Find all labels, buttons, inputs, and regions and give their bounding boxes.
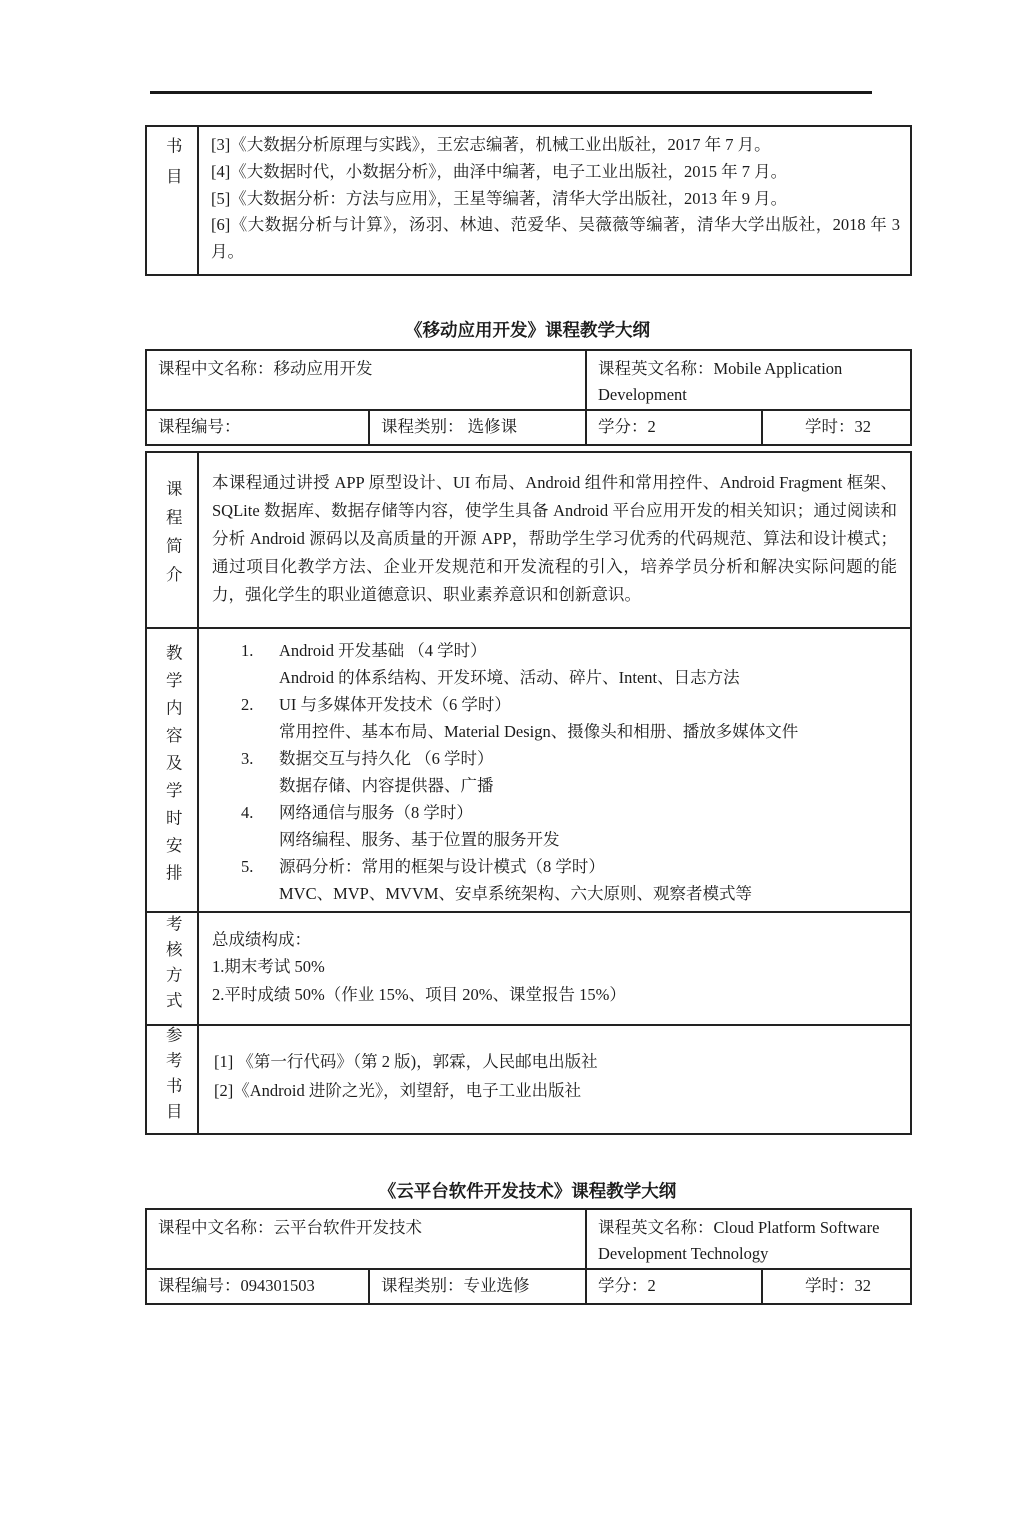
- course-name-cn-cell: 课程中文名称：云平台软件开发技术: [146, 1209, 586, 1269]
- item-title: UI 与多媒体开发技术（6 学时）: [279, 694, 511, 714]
- book-entry: [5]《大数据分析：方法与应用》，王星等编著，清华大学出版社，2013 年 9 月。: [211, 188, 788, 208]
- assessment-line: 2.平时成绩 50%（作业 15%、项目 20%、课堂报告 15%）: [212, 984, 626, 1004]
- mobile-course-detail-table: [145, 451, 912, 1135]
- content-list-cell: [198, 628, 911, 912]
- course-credits-cell: 学分：2: [586, 1269, 762, 1304]
- course-no-cell: 课程编号：: [146, 410, 369, 445]
- course-no-cell: 课程编号：094301503: [146, 1269, 369, 1304]
- course-intro-row: [146, 452, 911, 628]
- course-category-cell: 课程类别： 选修课: [369, 410, 586, 445]
- item-number: 3.: [241, 748, 254, 768]
- item-detail: Android 的体系结构、开发环境、活动、碎片、Intent、日志方法: [279, 667, 740, 687]
- item-detail: 网络编程、服务、基于位置的服务开发: [279, 829, 560, 849]
- course-name-row: [146, 1209, 911, 1269]
- course-name-en-cell: 课程英文名称：Cloud Platform Software Development Technology: [586, 1209, 911, 1269]
- assessment-row: [146, 912, 911, 1025]
- course-name-cn-cell: 课程中文名称：移动应用开发: [146, 350, 586, 410]
- assessment-label: 考核方式: [163, 914, 183, 1017]
- booklist-table: [145, 125, 912, 276]
- course-meta-row: [146, 410, 911, 445]
- reference-line: [1] 《第一行代码》（第 2 版)，郭霖，人民邮电出版社: [214, 1051, 598, 1071]
- content-item: [199, 691, 900, 745]
- item-title: 源码分析：常用的框架与设计模式（8 学时）: [279, 856, 605, 876]
- content-label-cell: [146, 628, 198, 912]
- booklist-label-cell: [146, 126, 198, 275]
- item-title: Android 开发基础 （4 学时）: [279, 640, 487, 660]
- course-credits-cell: 学分：2: [586, 410, 762, 445]
- book-entry: [6]《大数据分析与计算》，汤羽、林迪、范爱华、吴薇薇等编著，清华大学出版社，2018 年 3 月。: [211, 215, 900, 262]
- teaching-content-row: [146, 628, 911, 912]
- book-entry: [3]《大数据分析原理与实践》，王宏志编著，机械工业出版社，2017 年 7 月。: [211, 135, 771, 154]
- course-name-row: [146, 350, 911, 410]
- item-detail: 常用控件、基本布局、Material Design、摄像头和相册、播放多媒体文件: [279, 721, 799, 741]
- content-item: [199, 637, 900, 691]
- document-page: [145, 91, 910, 1305]
- reference-line: [2]《Android 进阶之光》，刘望舒，电子工业出版社: [214, 1080, 582, 1100]
- assessment-line: 1.期末考试 50%: [212, 957, 325, 977]
- references-label: 参考书目: [163, 1025, 183, 1128]
- assessment-content-cell: [198, 912, 911, 1025]
- item-detail: 数据存储、内容提供器、广播: [279, 775, 494, 795]
- item-number: 1.: [241, 640, 254, 660]
- item-detail: MVC、MVP、MVVM、安卓系统架构、六大原则、观察者模式等: [279, 883, 753, 903]
- booklist-label: 书目: [163, 137, 183, 198]
- assessment-line: 总成绩构成：: [212, 929, 311, 949]
- cloud-course-info-table: [145, 1208, 912, 1305]
- references-content-cell: [198, 1025, 911, 1134]
- references-row: [146, 1025, 911, 1134]
- cloud-course-title: 《云平台软件开发技术》课程教学大纲: [378, 1180, 677, 1201]
- intro-label: 课程简介: [163, 480, 183, 595]
- course-meta-row: [146, 1269, 911, 1304]
- course-name-en-cell: 课程英文名称：Mobile Application Development: [586, 350, 911, 410]
- content-item: [199, 799, 900, 853]
- mobile-course-title: 《移动应用开发》课程教学大纲: [405, 319, 650, 340]
- item-number: 5.: [241, 856, 254, 876]
- references-label-cell: [146, 1025, 198, 1134]
- course-category-cell: 课程类别：专业选修: [369, 1269, 586, 1304]
- book-entry: [4]《大数据时代，小数据分析》，曲泽中编著，电子工业出版社，2015 年 7 月。: [211, 161, 788, 181]
- intro-label-cell: [146, 452, 198, 628]
- content-item: [199, 853, 900, 907]
- course-hours-cell: 学时：32: [762, 410, 911, 445]
- content-item: [199, 745, 900, 799]
- item-title: 网络通信与服务（8 学时）: [279, 802, 473, 822]
- item-title: 数据交互与持久化 （6 学时）: [279, 748, 494, 768]
- mobile-course-info-table: [145, 349, 912, 446]
- booklist-row: [146, 126, 911, 275]
- assessment-label-cell: [146, 912, 198, 1025]
- booklist-items-cell: [198, 126, 911, 275]
- intro-content-cell: [198, 452, 911, 628]
- course-hours-cell: 学时：32: [762, 1269, 911, 1304]
- intro-paragraph: 本课程通过讲授 APP 原型设计、UI 布局、Android 组件和常用控件、Android Fragment 框架、SQLite 数据库、数据存储等内容，使学生具备 Android 平台应用开发的相关知识；通过阅读和分析 Android 源码以及高质量的开源 APP，帮助学生学习优秀的代码规范、算法和设计模式；通过项目化教学方法、企业开发规范和开发流程的引入，培养学员分析和解决实际问题的能力，强化学生的职业道德意识、职业素养意识和创新意识。: [212, 472, 897, 604]
- content-label: 教学内容及学时安排: [163, 643, 183, 892]
- section-divider-rule: [150, 91, 872, 94]
- item-number: 2.: [241, 694, 254, 714]
- item-number: 4.: [241, 802, 254, 822]
